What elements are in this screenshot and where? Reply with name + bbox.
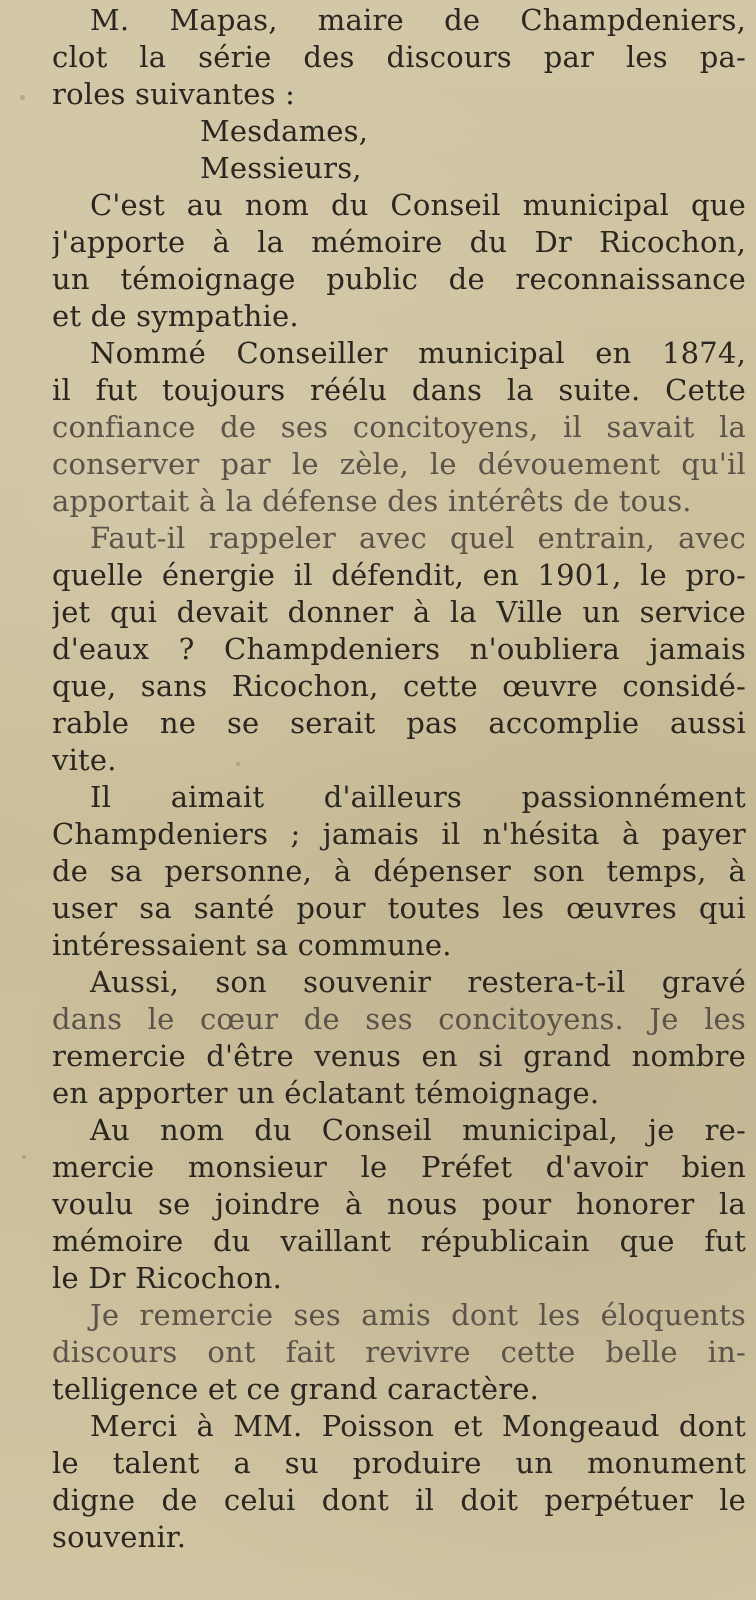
text-line: jet qui devait donner à la Ville un service bbox=[52, 595, 746, 629]
speech-paragraph-8 bbox=[52, 1408, 746, 1556]
salutation bbox=[52, 113, 746, 187]
speech-paragraph-3 bbox=[52, 520, 746, 779]
text-line: le Dr Ricochon. bbox=[52, 1261, 283, 1295]
paper-speck bbox=[22, 1155, 26, 1159]
text-line: dans le cœur de ses concitoyens. Je les bbox=[52, 1002, 746, 1036]
text-line: j'apporte à la mémoire du Dr Ricochon, bbox=[52, 225, 746, 259]
text-line: clot la série des discours par les pa- bbox=[52, 40, 746, 74]
paper-speck bbox=[20, 95, 25, 100]
speech-paragraph-4 bbox=[52, 779, 746, 964]
text-line: Aussi, son souvenir restera-t-il gravé bbox=[90, 965, 746, 999]
text-line: Je remercie ses amis dont les éloquents bbox=[90, 1298, 746, 1332]
text-line: roles suivantes : bbox=[52, 77, 296, 111]
text-line: Nommé Conseiller municipal en 1874, bbox=[90, 336, 746, 370]
speech-paragraph-5 bbox=[52, 964, 746, 1112]
text-line: quelle énergie il défendit, en 1901, le pro- bbox=[52, 558, 746, 592]
intro-paragraph bbox=[52, 2, 746, 113]
text-line: rable ne se serait pas accomplie aussi bbox=[52, 706, 746, 740]
text-line: intéressaient sa commune. bbox=[52, 928, 452, 962]
text-line: apportait à la défense des intérêts de tous. bbox=[52, 484, 692, 518]
text-line: il fut toujours réélu dans la suite. Cette bbox=[52, 373, 746, 407]
text-line: Faut-il rappeler avec quel entrain, avec bbox=[90, 521, 746, 555]
text-line: que, sans Ricochon, cette œuvre considé- bbox=[52, 669, 746, 703]
text-line: souvenir. bbox=[52, 1520, 187, 1554]
speech-paragraph-2 bbox=[52, 335, 746, 520]
text-line: discours ont fait revivre cette belle in- bbox=[52, 1335, 746, 1369]
speech-paragraph-1 bbox=[52, 187, 746, 335]
text-line: M. Mapas, maire de Champdeniers, bbox=[90, 3, 746, 37]
text-line: C'est au nom du Conseil municipal que bbox=[90, 188, 746, 222]
text-line: en apporter un éclatant témoignage. bbox=[52, 1076, 600, 1110]
text-line: voulu se joindre à nous pour honorer la bbox=[52, 1187, 746, 1221]
text-line: user sa santé pour toutes les œuvres qui bbox=[52, 891, 746, 925]
text-line: Il aimait d'ailleurs passionnément bbox=[90, 780, 746, 814]
text-line: Champdeniers ; jamais il n'hésita à payer bbox=[52, 817, 746, 851]
text-line: de sa personne, à dépenser son temps, à bbox=[52, 854, 746, 888]
text-line: mémoire du vaillant républicain que fut bbox=[52, 1224, 746, 1258]
text-line: telligence et ce grand caractère. bbox=[52, 1372, 540, 1406]
speech-paragraph-6 bbox=[52, 1112, 746, 1297]
paper-speck bbox=[236, 762, 240, 766]
salutation-line: Messieurs, bbox=[200, 151, 362, 185]
text-line: d'eaux ? Champdeniers n'oubliera jamais bbox=[52, 632, 746, 666]
text-line: Au nom du Conseil municipal, je re- bbox=[90, 1113, 746, 1147]
text-line: mercie monsieur le Préfet d'avoir bien bbox=[52, 1150, 746, 1184]
text-line: conserver par le zèle, le dévouement qu'il bbox=[52, 447, 746, 481]
text-line: remercie d'être venus en si grand nombre bbox=[52, 1039, 746, 1073]
text-line: un témoignage public de reconnaissance bbox=[52, 262, 746, 296]
text-line: Merci à MM. Poisson et Mongeaud dont bbox=[90, 1409, 746, 1443]
salutation-line: Mesdames, bbox=[200, 114, 369, 148]
text-line: digne de celui dont il doit perpétuer le bbox=[52, 1483, 746, 1517]
text-line: confiance de ses concitoyens, il savait la bbox=[52, 410, 746, 444]
speech-paragraph-7 bbox=[52, 1297, 746, 1408]
text-line: et de sympathie. bbox=[52, 299, 299, 333]
text-line: vite. bbox=[52, 743, 117, 777]
text-line: le talent a su produire un monument bbox=[52, 1446, 746, 1480]
